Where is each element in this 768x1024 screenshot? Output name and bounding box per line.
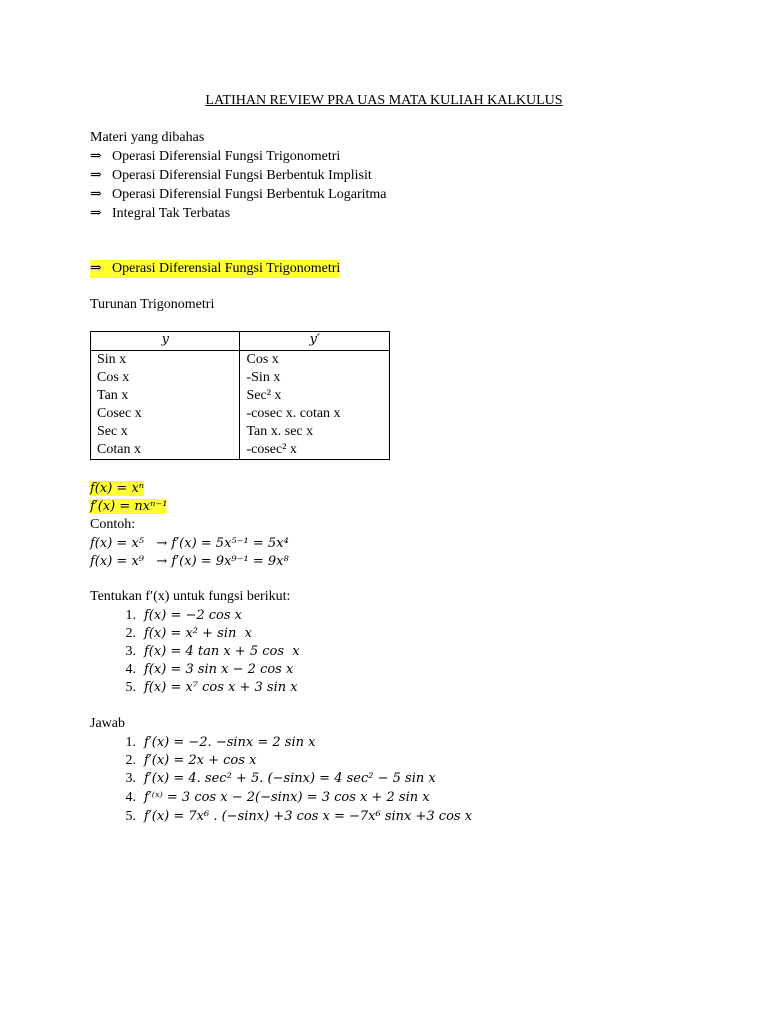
contoh-label: Contoh: — [90, 517, 136, 532]
question-item: 1. f(x) = −2 cos x — [125, 608, 242, 623]
table-cell: Sec² x — [246, 388, 282, 403]
column-header-y: y — [91, 332, 240, 351]
question-prompt: Tentukan f′(x) untuk fungsi berikut: — [90, 589, 291, 604]
table-cell: Cotan x — [97, 442, 141, 457]
table-cell: Cos x — [97, 370, 130, 385]
power-rule-derivative: f′(x) = nxⁿ⁻¹ — [90, 499, 168, 514]
answer-item: 1. f′(x) = −2. −sinx = 2 sin x — [125, 735, 316, 750]
answer-item: 5. f′(x) = 7x⁶ . (−sinx) +3 cos x = −7x⁶ sinx +3 cos x — [125, 809, 473, 824]
table-cell: Sin x — [97, 352, 127, 367]
arrow-icon: ⇒ — [90, 149, 102, 164]
arrow-icon: ⇒ — [90, 261, 102, 276]
power-rule — [90, 498, 167, 516]
section-heading: ⇒ Operasi Diferensial Fungsi Trigonometri — [90, 261, 341, 276]
answer-item: 2. f′(x) = 2x + cos x — [125, 753, 257, 768]
arrow-icon: ⇒ — [90, 168, 102, 183]
answer-item: 3. f′(x) = 4. sec² + 5. (−sinx) = 4 sec² − 5 sin x — [125, 771, 436, 786]
materi-item: ⇒ Operasi Diferensial Fungsi Trigonometri — [90, 149, 341, 164]
table-title: Turunan Trigonometri — [90, 297, 215, 312]
question-item: 3. f(x) = 4 tan x + 5 cos x — [125, 644, 300, 659]
document-title: LATIHAN REVIEW PRA UAS MATA KULIAH KALKULUS — [205, 93, 563, 108]
answer-item: 4. f′⁽ˣ⁾ = 3 cos x − 2(−sinx) = 3 cos x + 2 sin x — [125, 790, 430, 805]
table-cell: Cos x — [246, 352, 279, 367]
table-cell: Tan x — [97, 388, 129, 403]
arrow-icon: ⇒ — [90, 187, 102, 202]
arrow-icon: ⇒ — [90, 206, 102, 221]
question-item: 2. f(x) = x² + sin x — [125, 626, 252, 641]
table-cell: -Sin x — [246, 370, 281, 385]
table-cell: -cosec x. cotan x — [246, 406, 341, 421]
question-item: 4. f(x) = 3 sin x − 2 cos x — [125, 662, 294, 677]
materi-heading: Materi yang dibahas — [90, 130, 205, 145]
materi-item: ⇒ Operasi Diferensial Fungsi Berbentuk Logaritma — [90, 187, 387, 202]
derivative-table — [90, 331, 390, 460]
table-cell: Cosec x — [97, 406, 142, 421]
table-cell: Tan x. sec x — [246, 424, 314, 439]
example-line: f(x) = x⁹ → f′(x) = 9x⁹⁻¹ = 9x⁸ — [90, 554, 289, 569]
materi-item: ⇒ Operasi Diferensial Fungsi Berbentuk Implisit — [90, 168, 372, 183]
table-column-y — [91, 351, 240, 460]
question-item: 5. f(x) = x⁷ cos x + 3 sin x — [125, 680, 298, 695]
table-cell: -cosec² x — [246, 442, 297, 457]
jawab-label: Jawab — [90, 716, 125, 731]
table-column-yprime — [240, 351, 390, 460]
materi-item: ⇒ Integral Tak Terbatas — [90, 206, 231, 221]
table-cell: Sec x — [97, 424, 128, 439]
power-rule — [90, 480, 144, 498]
column-header-yprime: y′ — [240, 332, 390, 351]
power-rule-function: f(x) = xⁿ — [90, 481, 145, 496]
example-line: f(x) = x⁵ → f′(x) = 5x⁵⁻¹ = 5x⁴ — [90, 536, 289, 551]
